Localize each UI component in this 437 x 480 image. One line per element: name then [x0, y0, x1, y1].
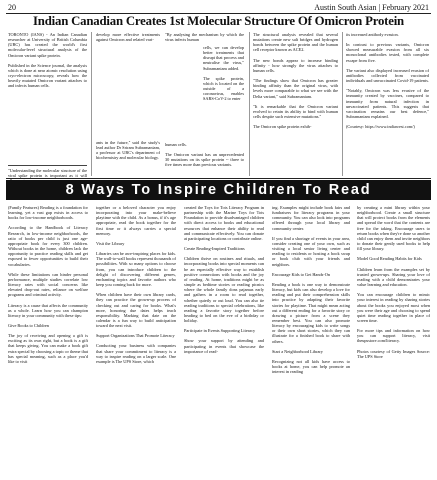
paragraph: If you find a shortage of events in your area, consider creating one of your own, such as visiting a local senior living center and reading to residents or hosting a book swap or book club with your friends and neighbors.	[272, 235, 350, 267]
section-rule	[6, 178, 431, 179]
article2-col5	[357, 205, 430, 477]
paragraph: The variant also displayed increased evasion of antibodies collected from vaccinated individuals and unvaccinated Covid-19 patients.	[346, 67, 429, 84]
article2-col4	[272, 205, 350, 477]
subheading: Model Good Reading Habits for Kids	[357, 256, 422, 262]
subheading: Participate in Events Supporting Literacy	[184, 328, 256, 334]
paragraph: While these limitations can hinder personal performance, multiple studies correlate low literacy rates with social concerns like elevated drop-out rates, reliance on welfare programs and criminal activity.	[8, 271, 88, 298]
article2-col2	[96, 205, 176, 477]
article2-col3	[184, 205, 264, 477]
article1-col3-bottom	[165, 142, 244, 176]
paragraph: Children thrive on routines and rituals, and incorporating books into special moments can be an especially effective way to establish positive connections with books and the joy of reading. At home, traditions might be as simple as bedtime stories or reading picnics where the whole family dons pajamas early and gathers in a room to read together, whether quietly or out loud. You can also tie reading traditions to special celebrations, like reading a favorite story together before heading to bed on the eve of a birthday or holiday.	[184, 256, 264, 324]
paragraph: ing. Examples might include book fairs and fundraisers for literacy programs in your community. You can also look into programs offered through your local library and community center.	[272, 205, 350, 231]
paragraph: Libraries can be awe-inspiring places for kids. The wall-to-wall books represent thousands of possibilities. With so many options to choose from, you can introduce children to the delight of discovering different genres, enchanting topics and favorite authors who keep you coming back for more.	[96, 251, 176, 288]
photo-credit: Photos courtesy of Getty Images Source: The UPS Store	[357, 348, 430, 359]
article1-col4	[253, 32, 338, 176]
headline-reading-banner: 8 Ways To Inspire Children To Read	[6, 180, 431, 200]
subheading: Start a Neighborhood Library	[272, 348, 323, 354]
subheading: Create Reading-Inspired Traditions	[184, 246, 245, 252]
paragraph: TORONTO (IANS) - An Indian Canadian researcher at University of British Columbia (UBC) has created the world's first molecular-level structural analysis of the Omicron variant spike protein.	[8, 32, 87, 58]
headline-omicron: Indian Canadian Creates 1st Molecular Structure Of Omicron Protein	[33, 14, 404, 28]
column-divider	[342, 32, 343, 176]
paragraph: According to the Handbook of Literacy Research, in low-income neighborhoods, the ratio of books per child is just one age-appropriate book for every 300 children. Without books in the home, children lack the opportunity to practice reading skills and get exposed to fewer opportunities to build their vocabularies.	[8, 225, 88, 267]
subheading: Support Organizations That Promote Literacy	[96, 333, 175, 339]
paragraph: created the Toys for Tots Literacy Program in partnership with the Marine Toys for Tots Foundation to provide disadvantaged children with direct access to books and educational resources that enhance their ability to read and communicate effectively. You can donate at participating locations or contribute online.	[184, 205, 264, 241]
paragraph: The Omicron variant has an unprecedented 30 mutations on its spike protein -- three to five times more than previous variants.	[165, 152, 244, 168]
article1-col5	[346, 32, 429, 176]
paragraph: Reading a book is one way to demonstrate literacy, but kids can also develop a love for reading and put their comprehension skills into practice by adapting their favorite stories for playtime. That might mean acting out a different ending for a favorite story or drawing a picture from a scene they remember best. You can also promote literacy by encouraging kids to write songs or their own short stories, which they can illustrate for a finished book to share with others.	[272, 281, 350, 344]
paragraph: ants in the future," said the study's lead author Dr Sriram Subramaniam, a professor at UBC's department of biochemistry and molecular biology.	[96, 140, 160, 161]
paragraph: Show your support by attending and participating in events that showcase the importance of read-	[184, 338, 264, 354]
paragraph: "Notably, Omicron was less evasive of the immunity created by vaccines, compared to immunity from natural infection in unvaccinated patients. This suggests that vaccination remains our best defence," Subramaniam explained.	[346, 88, 429, 120]
paragraph: Published in the Science journal, the analysis which is done at near atomic resolution using cryo-electron microscopy, reveals how the heavily mutated Omicron variant attaches to and infects human cells.	[8, 62, 87, 89]
paragraph: The structural analysis revealed that several mutations create new salt bridges and hydrogen bonds between the spike protein and the human cell receptor known as ACE2.	[253, 32, 338, 53]
paragraph: cells, we can develop better treatments that disrupt that process and neutralise the virus," Subramaniam added.	[203, 45, 244, 71]
paragraph: For more tips and information on how you can support literacy, visit theupsstore.com/literacy.	[357, 328, 430, 344]
paragraph: develop more effective treatments against Omicron and related vari-	[96, 32, 160, 43]
paragraph: The spike protein, which is located on the outside of a coronavirus, enables SARS-CoV-2 to enter	[203, 75, 244, 102]
page-number: 20	[8, 3, 16, 12]
paragraph: by creating a mini library within your neighborhood. Create a small structure that will protect books from the elements and spread the word that the contents are free for the taking. Encourage users to return books when they're done so another child can enjoy them and invite neighbors to donate their gently used books to help fill your library.	[357, 205, 430, 252]
article2-col1	[8, 205, 88, 477]
paragraph: In contrast to previous variants, Omicron showed measurable evasion from all six monoclonal antibodies tested, with complete escape from five.	[346, 42, 429, 63]
paragraph: You can encourage children to mimic your interest in reading by sharing stories about the books you enjoyed most when you were their age and choosing to spend quiet time reading together in place of screen time.	[357, 292, 430, 323]
pull-quote: "Understanding the molecular structure of the viral spike protein is important as it will	[8, 165, 87, 183]
paragraph: together or a beloved character you enjoy incorporating into your make-believe playtime with the child. As a bonus, if it's age appropriate, read the book together for the first time or it always carries a special memory.	[96, 205, 176, 236]
paragraph: The joy of receiving and opening a gift is exciting as its own right, but a book is a gift that keeps giving. You can make a book gift extra special by choosing a topic or theme that has special meaning, such as a place you'd like to visit	[8, 333, 88, 364]
column-divider	[249, 32, 250, 176]
publication-line: Austin South Asian | February 2021	[314, 3, 429, 12]
paragraph: Recognizing not all kids have access to books at home, you can help promote an interest in reading	[272, 358, 350, 375]
paragraph: Conducting your business with companies that share your commitment to literacy is a way to inspire reading on a larger scale. One example is The UPS Store, which	[96, 343, 176, 364]
paragraph: its increased antibody evasion.	[346, 32, 399, 37]
paragraph: "It is remarkable that the Omicron variant evolved to retain its ability to bind with human cells despite such extensive mutations."	[253, 103, 338, 120]
paragraph: The new bonds appear to increase binding affinity - how strongly the virus attaches to human cells.	[253, 57, 338, 73]
paragraph: Literacy is a cause that affects the community as a whole. Learn how you can champion literacy in your community with these tips:	[8, 302, 88, 318]
paragraph: human cells.	[165, 142, 187, 147]
subheading: Visit the Library	[96, 240, 125, 246]
paragraph: Children learn from the examples set by trusted grown-ups. Sharing your love of reading with a child demonstrates your value learning and education.	[357, 266, 430, 288]
page-header	[8, 3, 429, 13]
subheading: Give Books to Children	[8, 322, 49, 328]
paragraph: When children have their own library cards, they can practice the grown-up process of checking out and caring for books. What's more, honoring due dates helps teach responsibility. Marking that date on the calendar is a fun way to build anticipation toward the next visit.	[96, 292, 176, 329]
paragraph: "By analysing the mechanism by which the virus infects human	[165, 32, 244, 43]
article1-col3-top	[165, 32, 244, 44]
article1-col1	[8, 32, 87, 163]
paragraph: The Omicron spike protein exhib-	[253, 124, 312, 130]
column-divider	[91, 32, 92, 176]
subheading: Encourage Kids to Get Hands-On	[272, 271, 330, 277]
article1-col3-side	[203, 45, 244, 141]
article1-col2-bottom	[96, 140, 160, 174]
paragraph: (Courtesy: https://www.indiawest.com/)	[346, 124, 415, 130]
paragraph: (Family Features) Reading is a foundation for learning, yet a vast gap exists in access to books for low-income neighborhoods.	[8, 205, 88, 221]
paragraph: "The findings show that Omicron has greater binding affinity than the original virus, with levels more comparable to what we see with the Delta variant," said Subramaniam.	[253, 78, 338, 99]
